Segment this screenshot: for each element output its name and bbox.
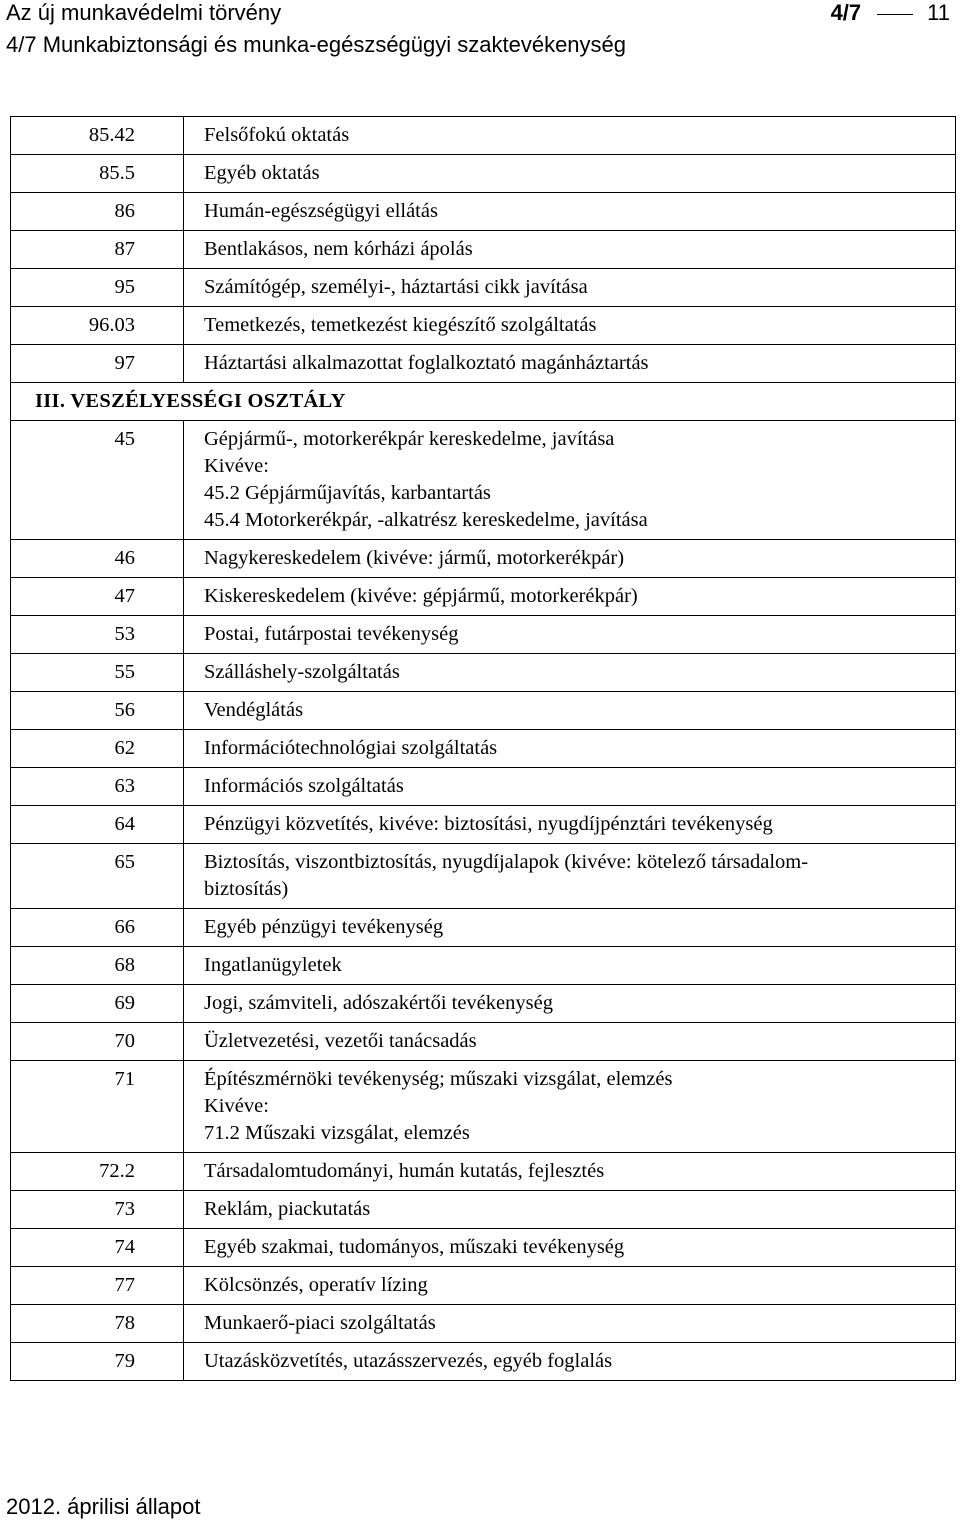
table-row	[11, 155, 956, 193]
activity-code: 47	[11, 578, 184, 616]
activity-description	[184, 844, 956, 909]
activity-code: 77	[11, 1267, 184, 1305]
activity-description	[184, 578, 956, 616]
description-line: Egyéb szakmai, tudományos, műszaki tevékenység	[204, 1236, 625, 1258]
activity-code: 73	[11, 1191, 184, 1229]
table-body	[11, 117, 956, 1381]
description-line: 71.2 Műszaki vizsgálat, elemzés	[204, 1122, 470, 1144]
table-row	[11, 307, 956, 345]
table-row	[11, 909, 956, 947]
description-line: Vendéglátás	[204, 699, 304, 721]
activity-code: 78	[11, 1305, 184, 1343]
activity-classification-table	[10, 116, 956, 1381]
table-row	[11, 768, 956, 806]
table-row	[11, 117, 956, 155]
activity-code: 74	[11, 1229, 184, 1267]
activity-description	[184, 768, 956, 806]
activity-code: 79	[11, 1343, 184, 1381]
description-line: Munkaerő-piaci szolgáltatás	[204, 1312, 436, 1334]
activity-code: 66	[11, 909, 184, 947]
activity-code: 69	[11, 985, 184, 1023]
description-line: Temetkezés, temetkezést kiegészítő szolgáltatás	[204, 314, 597, 336]
activity-code: 96.03	[11, 307, 184, 345]
description-line: Egyéb pénzügyi tevékenység	[204, 916, 444, 938]
description-line: Bentlakásos, nem kórházi ápolás	[204, 238, 473, 260]
activity-description	[184, 1305, 956, 1343]
description-line: Háztartási alkalmazottat foglalkoztató magánháztartás	[204, 352, 649, 374]
section-heading: III. VESZÉLYESSÉGI OSZTÁLY	[11, 383, 956, 421]
table-row	[11, 193, 956, 231]
activity-description	[184, 947, 956, 985]
description-line: Számítógép, személyi-, háztartási cikk javítása	[204, 276, 588, 298]
table-row	[11, 231, 956, 269]
activity-description	[184, 1153, 956, 1191]
description-line: Információtechnológiai szolgáltatás	[204, 737, 498, 759]
table-row	[11, 616, 956, 654]
activity-description	[184, 231, 956, 269]
page-number: 11	[927, 0, 950, 25]
table-row	[11, 1267, 956, 1305]
table-row	[11, 578, 956, 616]
activity-description	[184, 1229, 956, 1267]
table-row	[11, 1305, 956, 1343]
table-row	[11, 1229, 956, 1267]
activity-code: 64	[11, 806, 184, 844]
footer-status: 2012. áprilisi állapot	[6, 1494, 201, 1519]
activity-code: 68	[11, 947, 184, 985]
description-line: 45.2 Gépjárműjavítás, karbantartás	[204, 482, 491, 504]
activity-description	[184, 1061, 956, 1153]
table-row	[11, 1153, 956, 1191]
activity-description	[184, 345, 956, 383]
activity-code: 62	[11, 730, 184, 768]
description-line: Biztosítás, viszontbiztosítás, nyugdíjalapok (kivéve: kötelező társadalom-	[204, 851, 809, 873]
description-line: Jogi, számviteli, adószakértői tevékenység	[204, 992, 553, 1014]
page-reference	[831, 0, 950, 26]
activity-description	[184, 985, 956, 1023]
activity-description	[184, 1191, 956, 1229]
table-row	[11, 692, 956, 730]
table-row	[11, 947, 956, 985]
description-line: Üzletvezetési, vezetői tanácsadás	[204, 1030, 477, 1052]
description-line: Reklám, piackutatás	[204, 1198, 371, 1220]
activity-code: 63	[11, 768, 184, 806]
table-row	[11, 806, 956, 844]
activity-code: 71	[11, 1061, 184, 1153]
activity-code: 55	[11, 654, 184, 692]
table-row	[11, 1191, 956, 1229]
description-line: Pénzügyi közvetítés, kivéve: biztosítási, nyugdíjpénztári tevékenység	[204, 813, 773, 835]
activity-description	[184, 421, 956, 540]
section-heading-row	[11, 383, 956, 421]
description-line: Humán-egészségügyi ellátás	[204, 200, 438, 222]
table-row	[11, 1061, 956, 1153]
description-line: Szálláshely-szolgáltatás	[204, 661, 400, 683]
description-line: Nagykereskedelem (kivéve: jármű, motorkerékpár)	[204, 547, 625, 569]
activity-code: 86	[11, 193, 184, 231]
table-row	[11, 1343, 956, 1381]
description-line: Információs szolgáltatás	[204, 775, 404, 797]
activity-code: 72.2	[11, 1153, 184, 1191]
activity-code: 85.42	[11, 117, 184, 155]
description-line: Kiskereskedelem (kivéve: gépjármű, motorkerékpár)	[204, 585, 638, 607]
running-header	[0, 0, 960, 26]
activity-code: 46	[11, 540, 184, 578]
activity-description	[184, 117, 956, 155]
activity-description	[184, 616, 956, 654]
table-row	[11, 844, 956, 909]
activity-description	[184, 692, 956, 730]
activity-code: 45	[11, 421, 184, 540]
description-line: Gépjármű-, motorkerékpár kereskedelme, javítása	[204, 428, 615, 450]
activity-description	[184, 540, 956, 578]
description-line: biztosítás)	[204, 878, 289, 900]
activity-code: 65	[11, 844, 184, 909]
activity-code: 70	[11, 1023, 184, 1061]
activity-description	[184, 654, 956, 692]
description-line: 45.4 Motorkerékpár, -alkatrész kereskedelme, javítása	[204, 509, 648, 531]
description-line: Ingatlanügyletek	[204, 954, 342, 976]
table-row	[11, 985, 956, 1023]
description-line: Építészmérnöki tevékenység; műszaki vizsgálat, elemzés	[204, 1068, 673, 1090]
table-row	[11, 421, 956, 540]
table-row	[11, 269, 956, 307]
activity-description	[184, 1023, 956, 1061]
activity-description	[184, 806, 956, 844]
description-line: Kölcsönzés, operatív lízing	[204, 1274, 428, 1296]
description-line: Utazásközvetítés, utazásszervezés, egyéb foglalás	[204, 1350, 613, 1372]
description-line: Felsőfokú oktatás	[204, 124, 350, 146]
activity-code: 95	[11, 269, 184, 307]
activity-description	[184, 730, 956, 768]
section-reference: 4/7	[830, 0, 862, 25]
table-row	[11, 654, 956, 692]
activity-description	[184, 909, 956, 947]
activity-description	[184, 269, 956, 307]
table-row	[11, 1023, 956, 1061]
activity-code: 97	[11, 345, 184, 383]
activity-code: 87	[11, 231, 184, 269]
activity-description	[184, 1267, 956, 1305]
table-row	[11, 345, 956, 383]
table-row	[11, 730, 956, 768]
activity-code: 56	[11, 692, 184, 730]
activity-description	[184, 1343, 956, 1381]
header-dash	[877, 14, 913, 15]
description-line: Kivéve:	[204, 455, 269, 477]
description-line: Kivéve:	[204, 1095, 269, 1117]
activity-description	[184, 193, 956, 231]
activity-code: 85.5	[11, 155, 184, 193]
description-line: Postai, futárpostai tevékenység	[204, 623, 459, 645]
activity-description	[184, 307, 956, 345]
activity-description	[184, 155, 956, 193]
description-line: Társadalomtudományi, humán kutatás, fejlesztés	[204, 1160, 605, 1182]
description-line: Egyéb oktatás	[204, 162, 320, 184]
document-title: Az új munkavédelmi törvény	[6, 0, 282, 25]
activity-code: 53	[11, 616, 184, 654]
chapter-title: 4/7 Munkabiztonsági és munka-egészségügyi szaktevékenység	[6, 32, 627, 57]
table-row	[11, 540, 956, 578]
